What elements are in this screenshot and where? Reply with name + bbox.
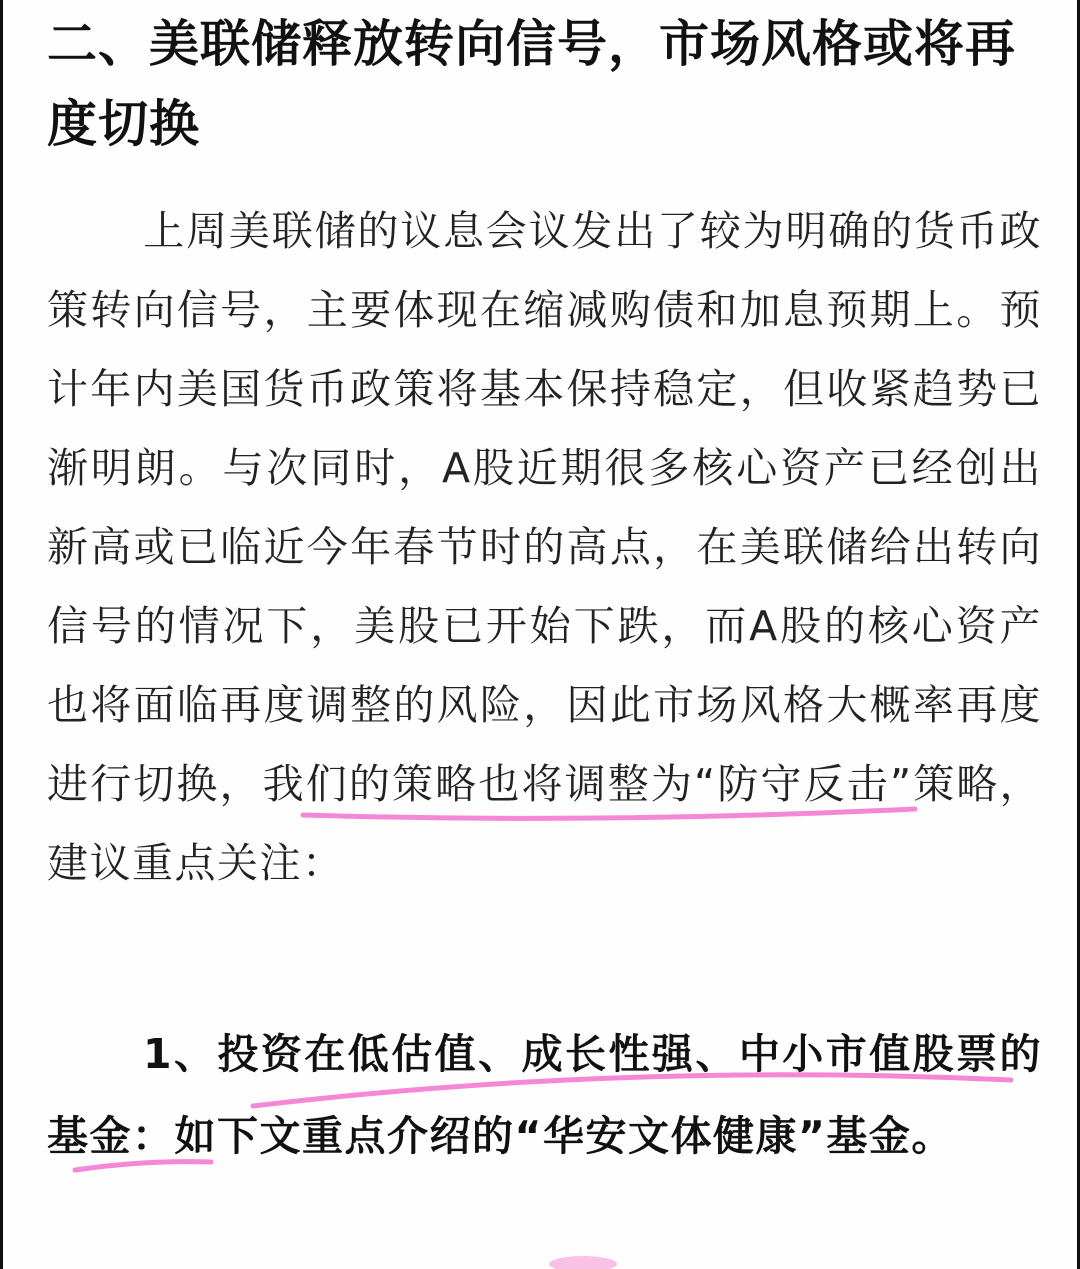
item-number: 1、	[143, 1030, 218, 1078]
recommendation-item-1	[47, 1013, 1042, 1177]
item-text-rest: ：如下文重点介绍的“华安文体健康”基金。	[132, 1112, 954, 1160]
paragraph-highlighted-phrase: 市场风格大概率再度进行切换	[47, 681, 1043, 808]
body-paragraph	[47, 192, 1042, 903]
item-highlighted-phrase: 投资在低估值、成长性强、中小市值股票的基金	[47, 1030, 1043, 1160]
paragraph-text-before: 上周美联储的议息会议发出了较为明确的货币政策转向信号，主要体现在缩减购债和加息预期上。预计年内美国货币政策将基本保持稳定，但收紧趋势已渐明朗。与次同时，A股近期很多核心资产已经创出新高或已临近今年春节时的高点，在美联储给出转向信号的情况下，美股已开始下跌，而A股的核心资产也将面临再度调整的风险，因此	[47, 207, 1042, 729]
section-heading: 二、美联储释放转向信号，市场风格或将再度切换	[47, 15, 1016, 153]
pink-smudge	[549, 1256, 617, 1269]
paragraph-text-after: ，我们的策略也将调整为“防守反击”策略，建议重点关注：	[47, 760, 1043, 887]
